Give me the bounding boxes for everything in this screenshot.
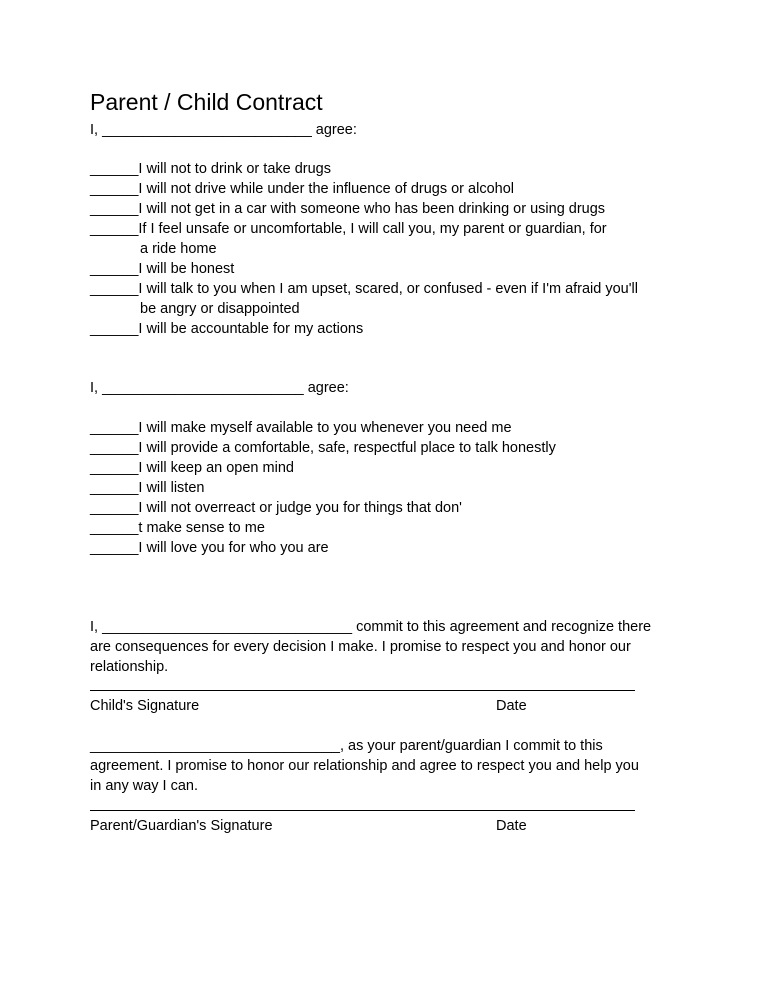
- child-commitment-line: relationship.: [90, 659, 169, 675]
- page-title: Parent / Child Contract: [90, 89, 323, 115]
- child-date-label: Date: [496, 698, 527, 714]
- child-item: ______I will not drive while under the influence of drugs or alcohol: [90, 181, 514, 197]
- child-item: ______I will talk to you when I am upset, scared, or confused - even if I'm afraid you'll: [90, 281, 638, 297]
- child-item: ______I will not to drink or take drugs: [90, 161, 331, 177]
- child-signature-line: [90, 690, 635, 691]
- child-agree-intro: I, __________________________ agree:: [90, 122, 357, 138]
- parent-item: ______I will not overreact or judge you for things that don': [90, 500, 462, 516]
- child-item: ______I will be honest: [90, 261, 235, 277]
- child-commitment-line: are consequences for every decision I make. I promise to respect you and honor our: [90, 639, 631, 655]
- parent-commitment-line: agreement. I promise to honor our relationship and agree to respect you and help you: [90, 758, 639, 774]
- child-item: ______If I feel unsafe or uncomfortable, I will call you, my parent or guardian, for: [90, 221, 607, 237]
- parent-item: ______I will keep an open mind: [90, 460, 294, 476]
- child-item-continuation: a ride home: [140, 241, 217, 257]
- parent-commitment-paragraph: [90, 736, 680, 796]
- child-item: ______I will be accountable for my actions: [90, 321, 364, 337]
- child-item-continuation: be angry or disappointed: [140, 301, 300, 317]
- parent-commitment-line: _______________________________, as your parent/guardian I commit to this: [90, 738, 603, 754]
- parent-item: ______I will listen: [90, 480, 205, 496]
- child-signature-label: Child's Signature: [90, 698, 200, 714]
- child-commitment-line: I, _______________________________ commit to this agreement and recognize there: [90, 619, 652, 635]
- child-commitment-paragraph: [90, 617, 680, 677]
- parent-commitment-line: in any way I can.: [90, 778, 198, 794]
- parent-signature-label: Parent/Guardian's Signature: [90, 818, 273, 834]
- parent-date-label: Date: [496, 818, 527, 834]
- parent-agree-intro: I, _________________________ agree:: [90, 380, 349, 396]
- parent-item: ______t make sense to me: [90, 520, 265, 536]
- parent-signature-line: [90, 810, 635, 811]
- parent-item: ______I will love you for who you are: [90, 540, 329, 556]
- parent-item: ______I will provide a comfortable, safe, respectful place to talk honestly: [90, 440, 556, 456]
- parent-item: ______I will make myself available to you whenever you need me: [90, 420, 512, 436]
- child-item: ______I will not get in a car with someone who has been drinking or using drugs: [90, 201, 606, 217]
